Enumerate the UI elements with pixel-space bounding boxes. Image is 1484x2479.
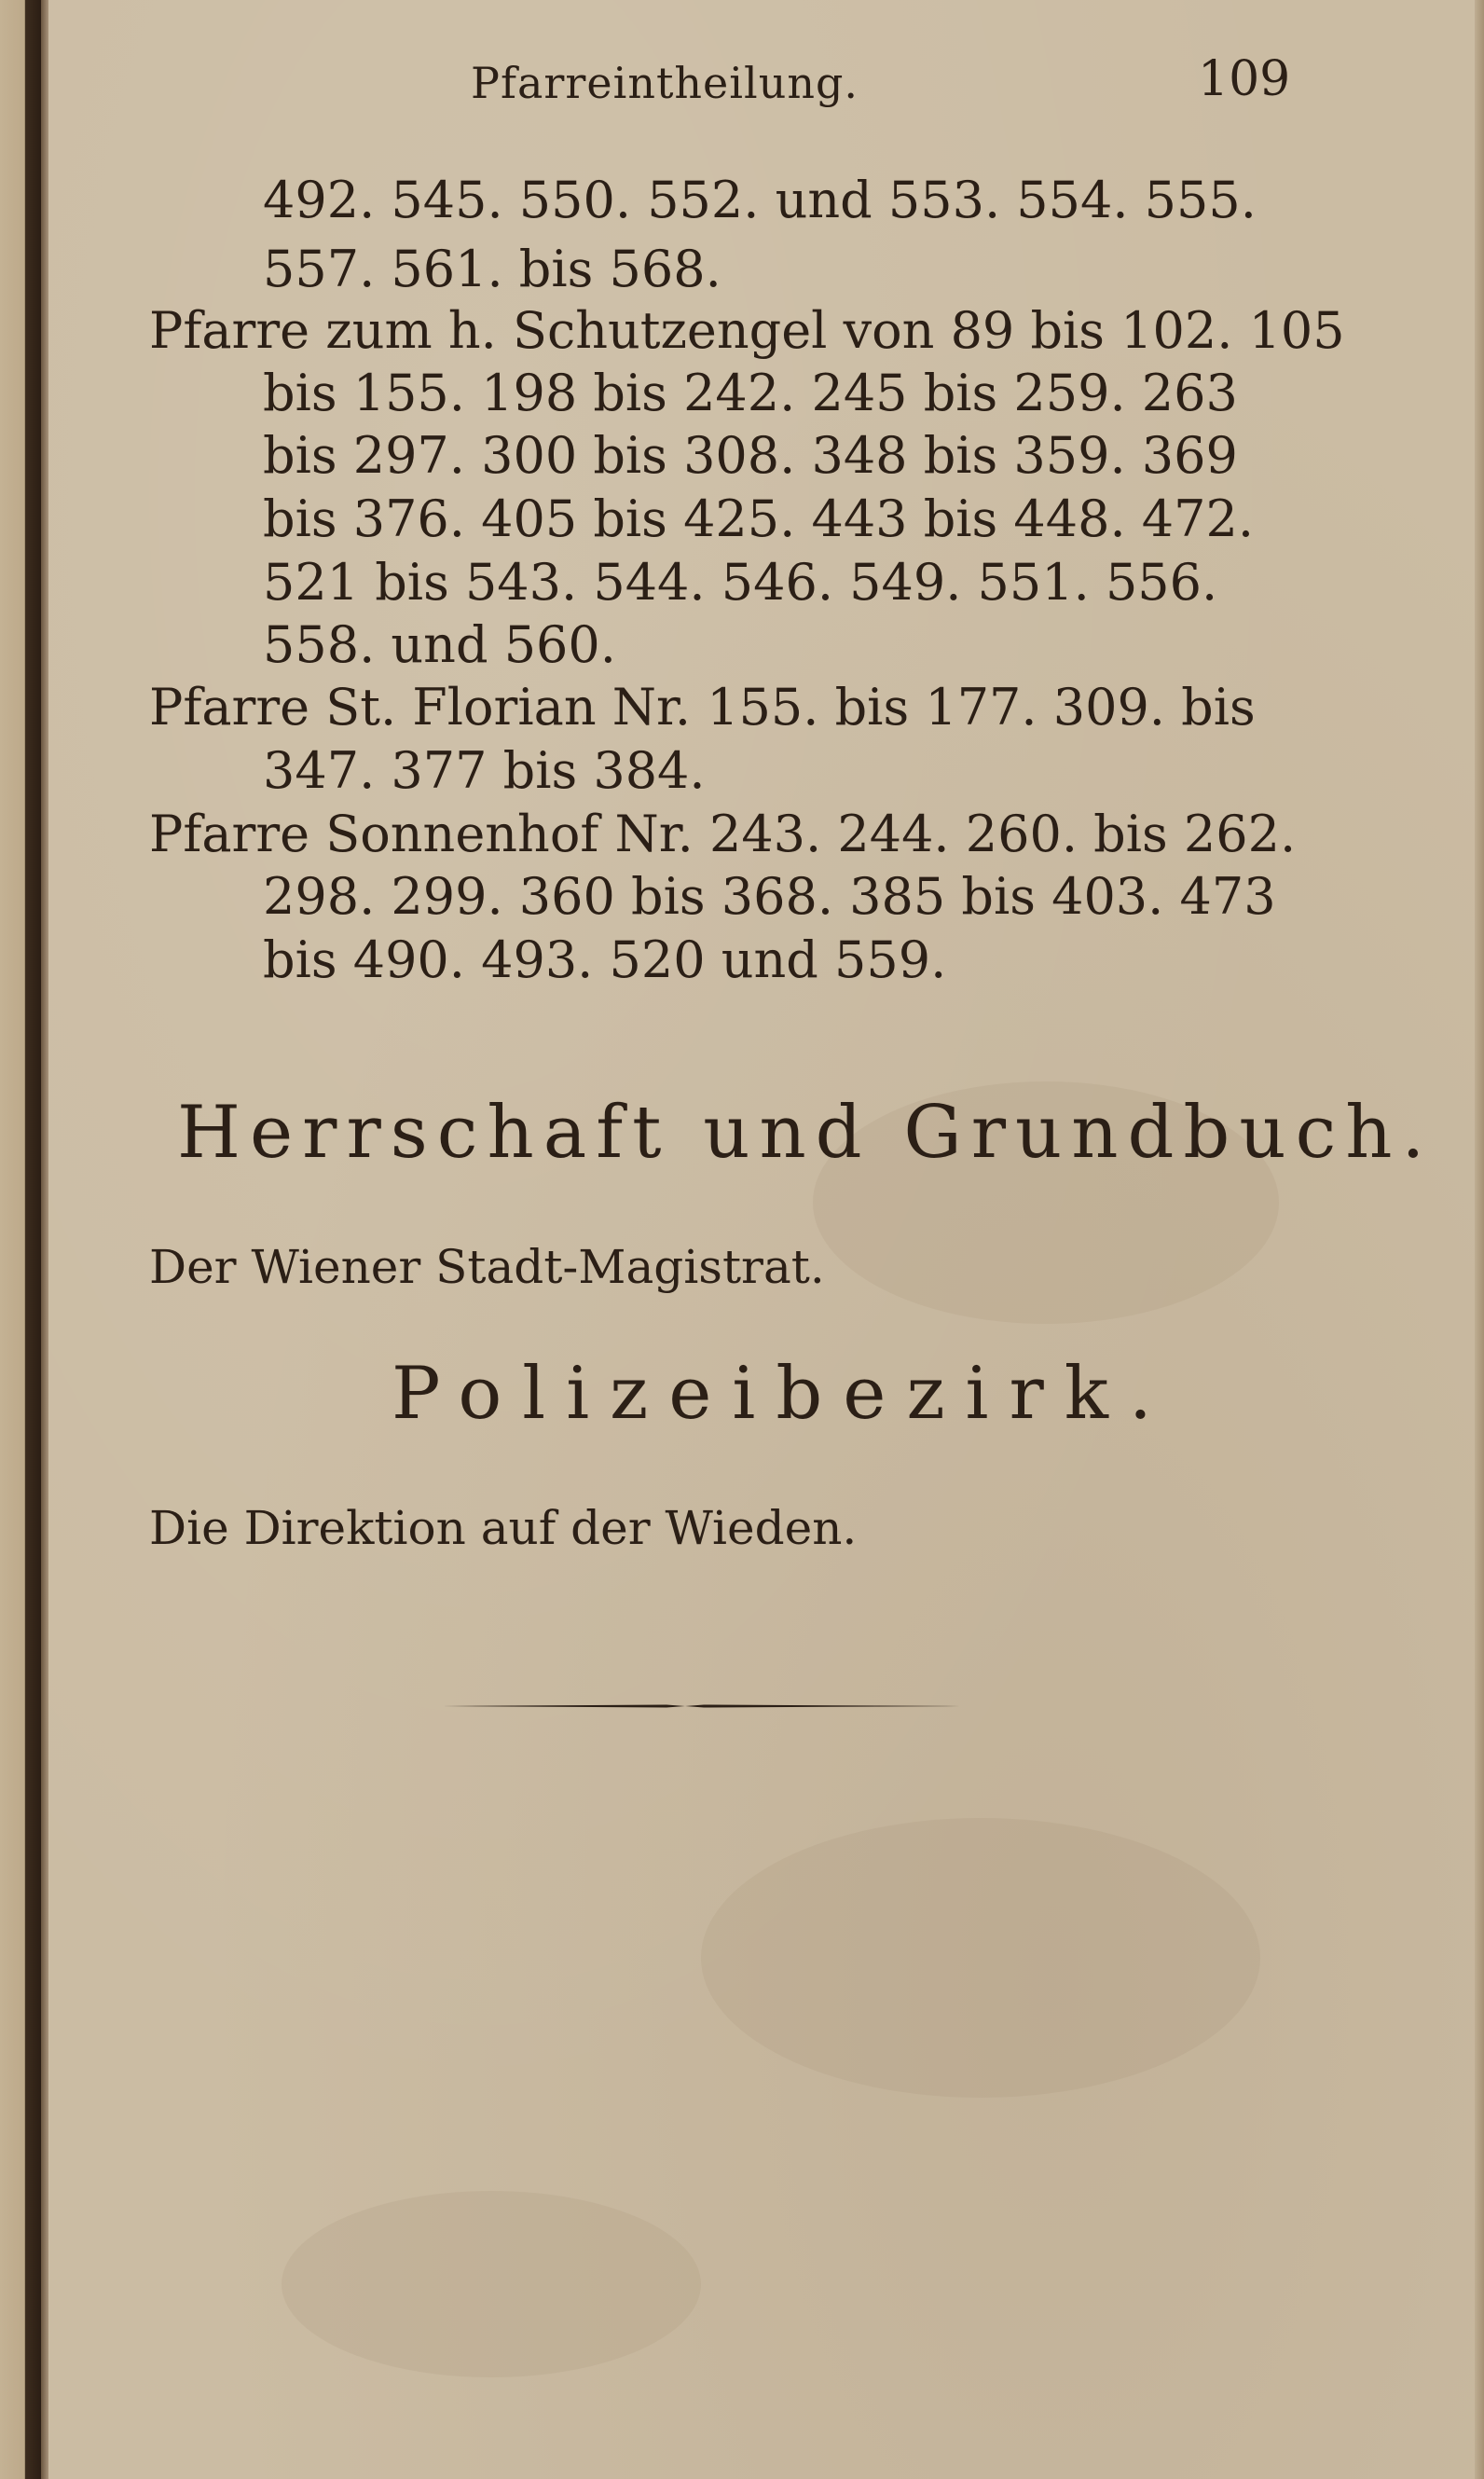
right-page-edge: [1475, 0, 1484, 2479]
section-heading: Herrschaft und Grundbuch.: [177, 1091, 1435, 1175]
decorative-rule: [443, 1702, 960, 1710]
section-text: Der Wiener Stadt-Magistrat.: [149, 1240, 825, 1294]
text-line: 557. 561. bis 568.: [263, 240, 721, 298]
page-number: 109: [1198, 51, 1291, 107]
paper-stain: [701, 1818, 1260, 2098]
police-text: Die Direktion auf der Wieden.: [149, 1501, 858, 1555]
text-line: 492. 545. 550. 552. und 553. 554. 555.: [263, 171, 1257, 229]
page-edge-shadow: [41, 0, 48, 2479]
paper-stain: [282, 2191, 701, 2377]
text-line: Pfarre zum h. Schutzengel von 89 bis 102. 105: [149, 301, 1345, 360]
text-line: Pfarre Sonnenhof Nr. 243. 244. 260. bis 262.: [149, 805, 1297, 863]
text-line: Pfarre St. Florian Nr. 155. bis 177. 309. bis: [149, 678, 1256, 737]
text-line: bis 297. 300 bis 308. 348 bis 359. 369: [263, 426, 1238, 485]
book-spine: [0, 0, 41, 2479]
text-line: 298. 299. 360 bis 368. 385 bis 403. 473: [263, 867, 1276, 926]
text-line: bis 490. 493. 520 und 559.: [263, 930, 947, 989]
running-title: Pfarreintheilung.: [471, 58, 859, 108]
text-line: 521 bis 543. 544. 546. 549. 551. 556.: [263, 553, 1218, 612]
police-heading: Polizeibezirk.: [392, 1352, 1173, 1436]
text-line: bis 155. 198 bis 242. 245 bis 259. 263: [263, 364, 1238, 422]
text-line: 558. und 560.: [263, 615, 616, 674]
text-line: 347. 377 bis 384.: [263, 741, 706, 800]
text-line: bis 376. 405 bis 425. 443 bis 448. 472.: [263, 489, 1255, 548]
